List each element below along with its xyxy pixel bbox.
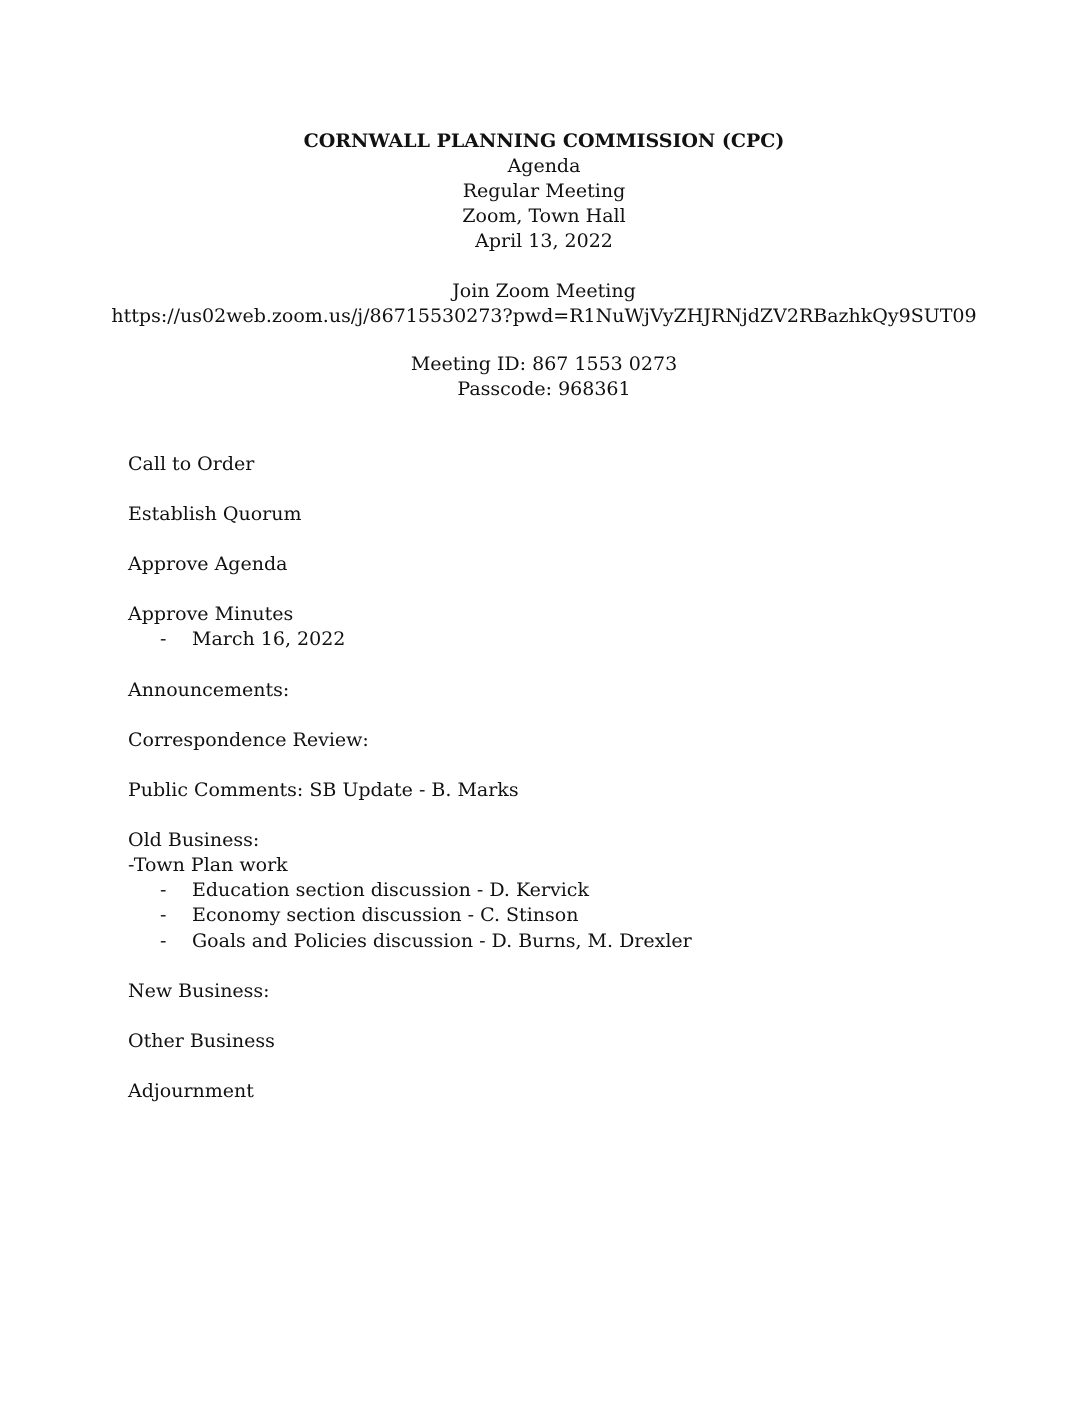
document-header [0, 129, 1088, 254]
list-item [128, 627, 1008, 653]
passcode: Passcode: 968361 [457, 378, 631, 400]
agenda-approve-minutes: Approve Minutes [128, 603, 294, 625]
bullet-dash: - [160, 929, 167, 952]
agenda-correspondence: Correspondence Review: [128, 728, 369, 751]
list-item [128, 878, 1008, 904]
minutes-list [128, 627, 1008, 653]
zoom-credentials [0, 352, 1088, 402]
commission-title: CORNWALL PLANNING COMMISSION (CPC) [303, 130, 785, 152]
bullet-dash: - [160, 878, 167, 901]
agenda-other-business: Other Business [128, 1030, 275, 1052]
agenda-call-to-order: Call to Order [128, 453, 255, 475]
list-item [128, 929, 1008, 955]
agenda-new-business: New Business: [128, 980, 270, 1002]
town-plan-item: Education section discussion - D. Kervick [192, 878, 589, 901]
list-item [128, 903, 1008, 929]
meeting-type: Regular Meeting [462, 180, 626, 202]
agenda-public-comments: Public Comments: SB Update - B. Marks [128, 778, 519, 801]
meeting-location: Zoom, Town Hall [462, 205, 626, 227]
town-plan-item: Goals and Policies discussion - D. Burns, M. Drexler [192, 929, 692, 952]
meeting-date: April 13, 2022 [475, 230, 613, 252]
town-plan-list [128, 878, 1008, 955]
zoom-url-link[interactable]: https://us02web.zoom.us/j/86715530273?pwd=R1NuWjVyZHJRNjdZV2RBazhkQy9SUT09 [111, 305, 977, 327]
agenda-establish-quorum: Establish Quorum [128, 503, 302, 525]
agenda-adjournment: Adjournment [128, 1080, 254, 1102]
minutes-date: March 16, 2022 [192, 628, 346, 650]
agenda-approve-agenda: Approve Agenda [128, 553, 288, 575]
bullet-dash: - [160, 904, 167, 926]
agenda-announcements: Announcements: [128, 678, 290, 701]
zoom-info [0, 279, 1088, 329]
agenda-old-business: Old Business: [128, 828, 260, 851]
town-plan-item: Economy section discussion - C. Stinson [192, 904, 579, 926]
agenda-items [128, 452, 1008, 1129]
agenda-town-plan: -Town Plan work [128, 853, 288, 876]
zoom-join-label: Join Zoom Meeting [452, 280, 636, 302]
bullet-dash: - [160, 628, 167, 650]
doc-type: Agenda [507, 155, 581, 177]
meeting-id: Meeting ID: 867 1553 0273 [410, 353, 678, 375]
